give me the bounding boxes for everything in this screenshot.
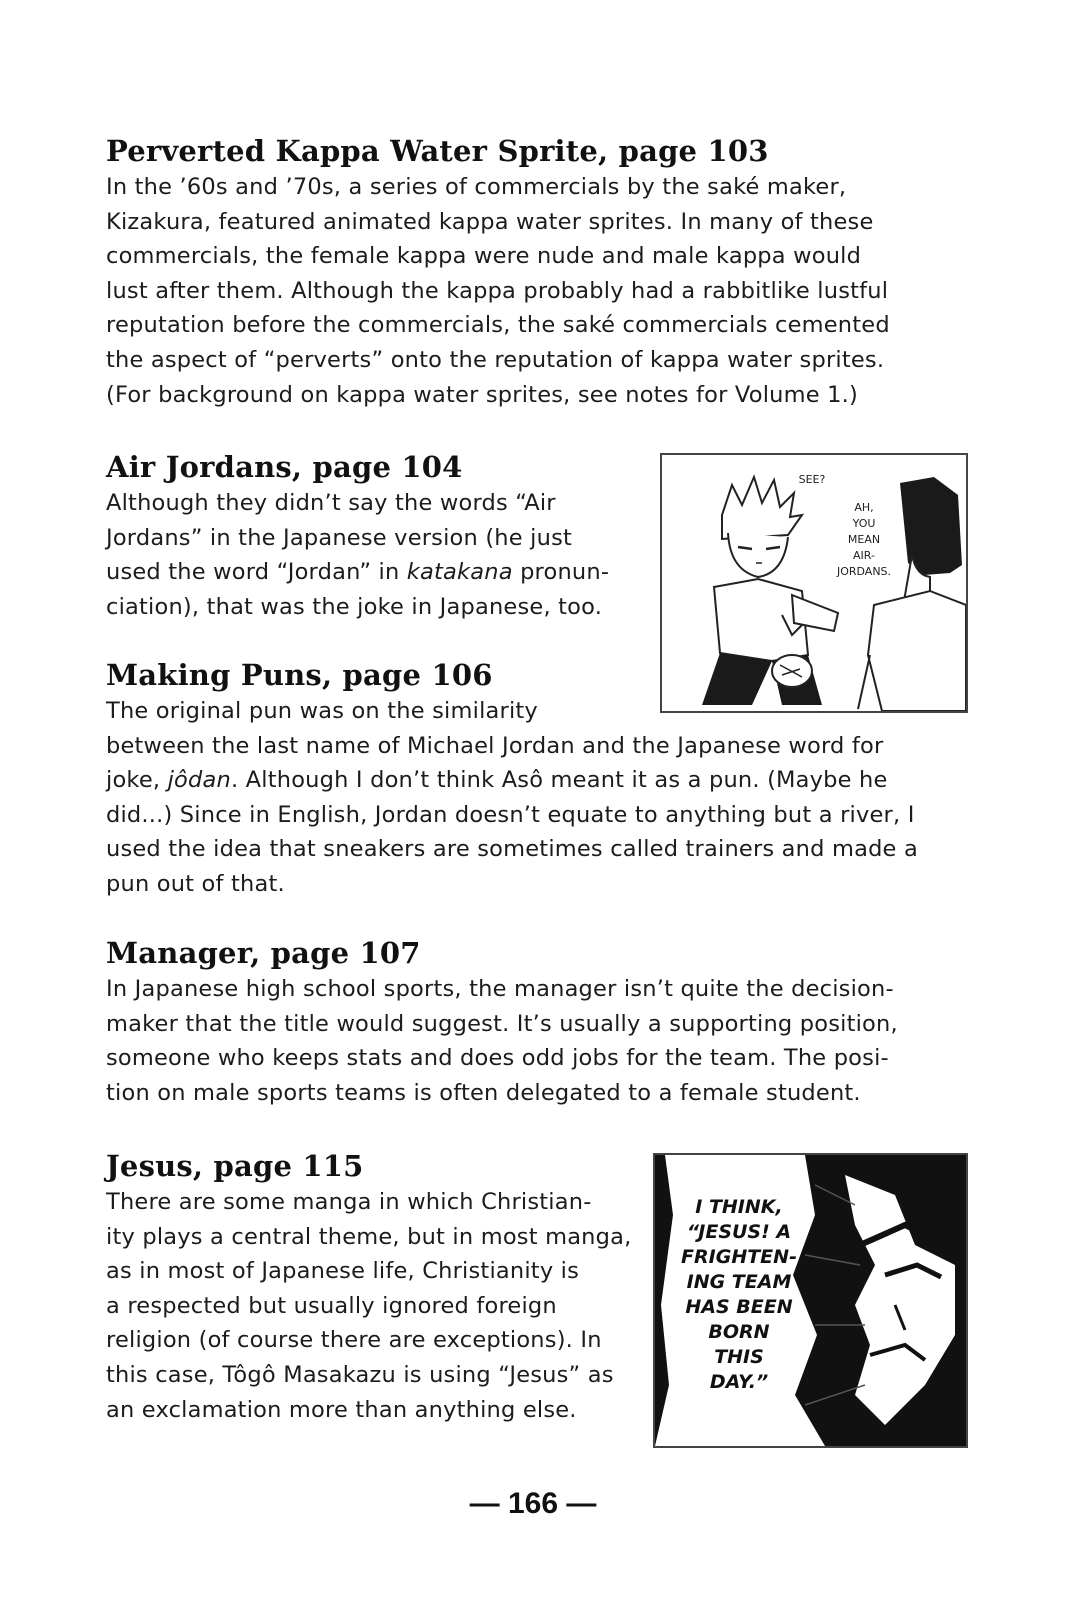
section-body — [106, 486, 651, 624]
section-manager — [106, 936, 986, 1110]
section-jesus — [106, 1149, 646, 1427]
section-heading: Manager, page 107 — [106, 936, 421, 970]
text-line: (For background on kappa water sprites, see notes for Volume 1.) — [106, 381, 858, 408]
text-line: Although they didn’t say the words “Air — [106, 490, 556, 516]
section-making-puns — [106, 658, 986, 902]
caption-line: DAY.” — [709, 1371, 769, 1393]
section-body — [106, 694, 986, 902]
caption-line: “JESUS! A — [686, 1221, 792, 1243]
section-body — [106, 972, 986, 1110]
text-line: maker that the title would suggest. It’s usually a supporting position, — [106, 1010, 898, 1037]
text-line: lust after them. Although the kappa probably had a rabbitlike lustful — [106, 277, 889, 304]
text-line: The original pun was on the similarity — [106, 698, 538, 724]
text-line: an exclamation more than anything else. — [106, 1396, 577, 1423]
manga-illustration — [655, 1155, 966, 1446]
text-line: ity plays a central theme, but in most manga, — [106, 1223, 632, 1250]
section-heading: Jesus, page 115 — [106, 1149, 364, 1183]
text-line: did...) Since in English, Jordan doesn’t equate to anything but a river, I — [106, 801, 915, 828]
text-line: used the word “Jordan” in katakana pronun- — [106, 559, 610, 586]
speech-ah-line: MEAN — [847, 533, 881, 546]
speech-ah-line: JORDANS. — [836, 565, 892, 578]
caption-line: ING TEAM — [686, 1271, 792, 1293]
text-line: In Japanese high school sports, the manager isn’t quite the decision- — [106, 976, 894, 1002]
section-heading: Air Jordans, page 104 — [106, 450, 463, 484]
text-line: reputation before the commercials, the saké commercials cemented — [106, 312, 890, 339]
caption-line: THIS — [714, 1346, 764, 1368]
text-line: Kizakura, featured animated kappa water sprites. In many of these — [106, 208, 874, 235]
text-line: In the ’60s and ’70s, a series of commercials by the saké maker, — [106, 174, 847, 200]
caption-line: I THINK, — [695, 1196, 783, 1218]
page-number: — 166 — — [469, 1487, 597, 1520]
text-line: as in most of Japanese life, Christianity is — [106, 1258, 580, 1285]
section-air-jordans — [106, 450, 651, 624]
text-line: There are some manga in which Christian- — [106, 1189, 592, 1215]
text-line: the aspect of “perverts” onto the reputation of kappa water sprites. — [106, 346, 885, 373]
text-line: commercials, the female kappa were nude and male kappa would — [106, 243, 862, 270]
manga-panel-jesus — [653, 1153, 968, 1448]
text-line: joke, jôdan. Although I don’t think Asô meant it as a pun. (Maybe he — [106, 767, 888, 794]
speech-ah-line: YOU — [852, 517, 876, 530]
text-line: used the idea that sneakers are sometimes called trainers and made a — [106, 836, 918, 863]
text-line: pun out of that. — [106, 870, 285, 897]
caption-line: BORN — [708, 1321, 770, 1343]
text-line: someone who keeps stats and does odd jobs for the team. The posi- — [106, 1045, 889, 1072]
text-line: ciation), that was the joke in Japanese, too. — [106, 593, 603, 620]
text-line: tion on male sports teams is often delegated to a female student. — [106, 1079, 861, 1106]
section-heading: Perverted Kappa Water Sprite, page 103 — [106, 134, 769, 168]
text-line: this case, Tôgô Masakazu is using “Jesus” as — [106, 1361, 614, 1388]
text-line: between the last name of Michael Jordan and the Japanese word for — [106, 732, 884, 759]
text-line: Jordans” in the Japanese version (he just — [106, 524, 573, 551]
caption-line: HAS BEEN — [685, 1296, 793, 1318]
section-heading: Making Puns, page 106 — [106, 658, 493, 692]
section-body — [106, 170, 986, 412]
text-line: a respected but usually ignored foreign — [106, 1292, 557, 1319]
caption-line: FRIGHTEN- — [681, 1246, 797, 1268]
text-line: religion (of course there are exceptions). In — [106, 1327, 602, 1354]
speech-ah-line: AH, — [854, 501, 874, 514]
section-kappa — [106, 134, 986, 412]
speech-ah-line: AIR- — [853, 549, 875, 562]
speech-see: SEE? — [798, 473, 826, 486]
section-body — [106, 1185, 646, 1427]
